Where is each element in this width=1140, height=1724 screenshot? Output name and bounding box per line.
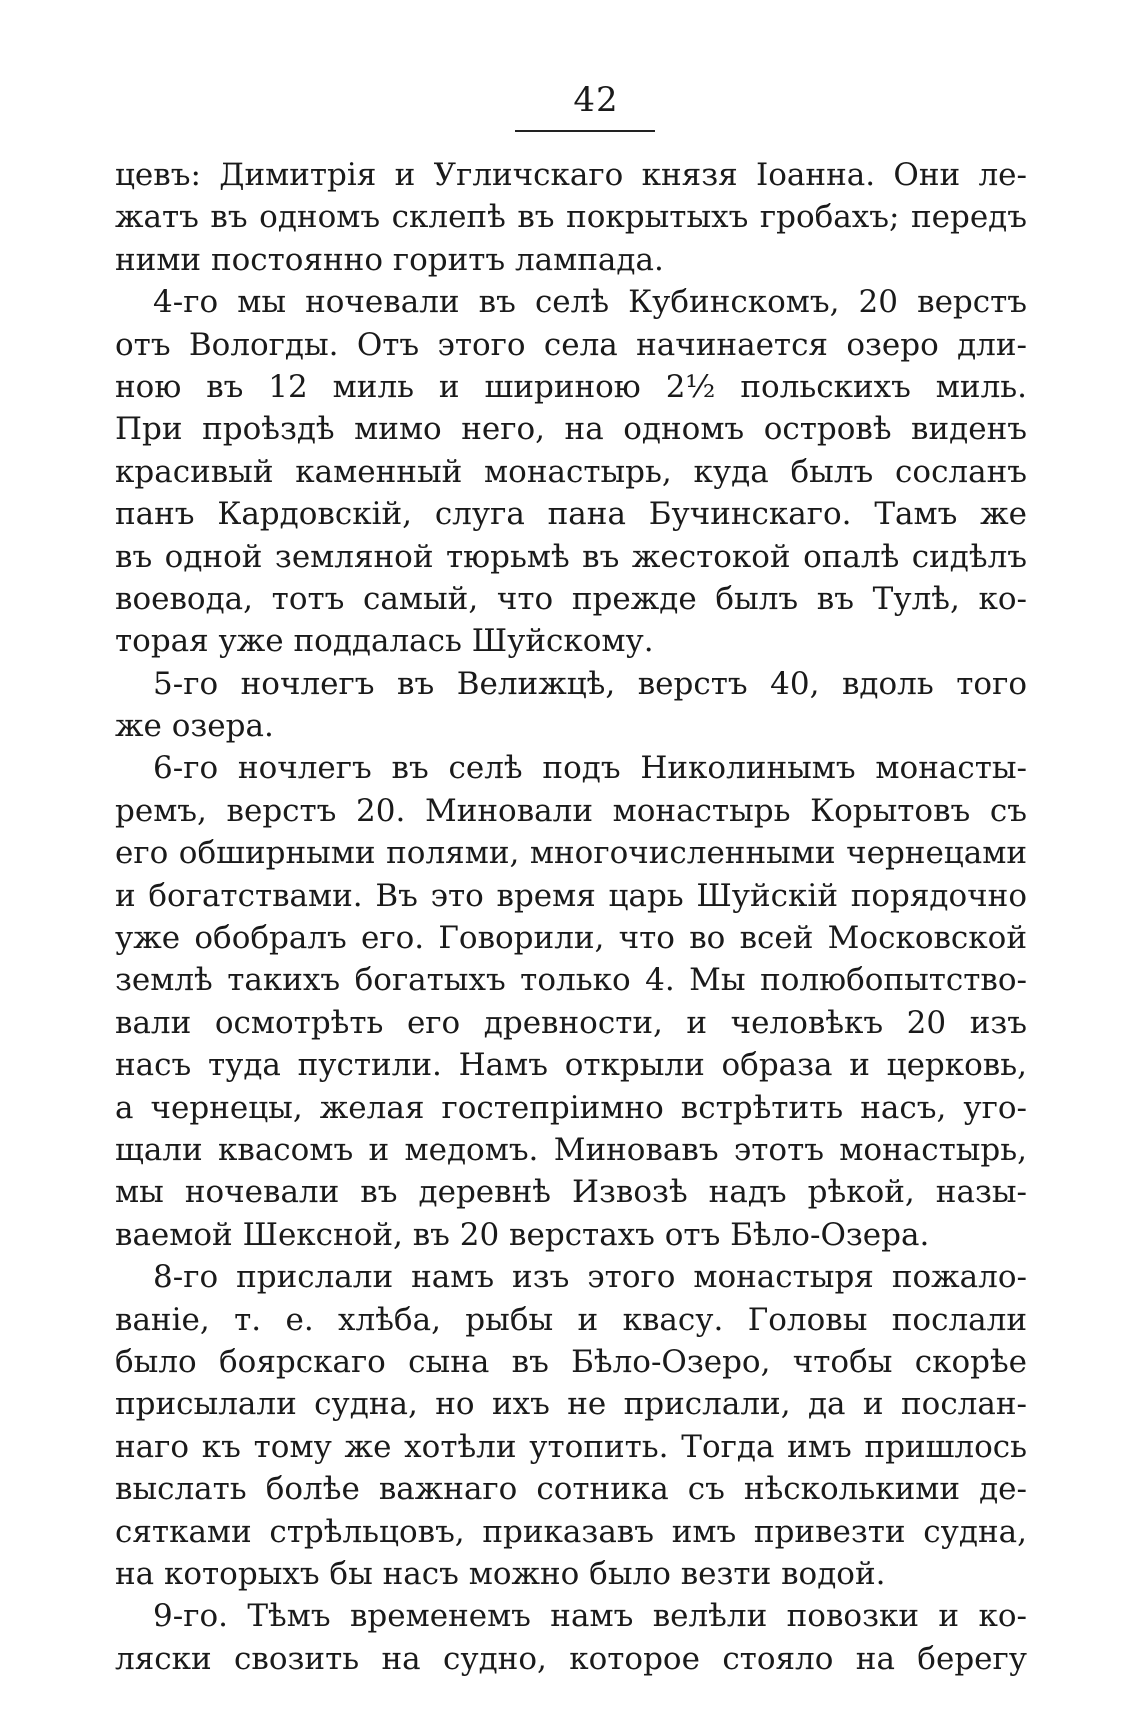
text-line: землѣ такихъ богатыхъ только 4. Мы полюбопытство- (115, 962, 1027, 999)
text-line: а чернецы, желая гостепріимно встрѣтить насъ, уго- (115, 1089, 1027, 1126)
text-line: и богатствами. Въ это время царь Шуйскій порядочно (115, 877, 1027, 914)
text-line: ремъ, верстъ 20. Миновали монастырь Корытовъ съ (115, 792, 1027, 829)
page-number: 42 (573, 80, 619, 120)
text-line: воевода, тотъ самый, что прежде былъ въ Тулѣ, ко- (115, 580, 1027, 617)
text-line: жатъ въ одномъ склепѣ въ покрытыхъ гробахъ; передъ (115, 199, 1027, 236)
header-rule (515, 130, 655, 132)
text-line: на которыхъ бы насъ можно было везти водой. (115, 1555, 886, 1592)
text-line: ваемой Шексной, въ 20 верстахъ отъ Бѣло-Озера. (115, 1216, 930, 1253)
text-line: присылали судна, но ихъ не прислали, да и послан- (115, 1386, 1027, 1423)
text-line: уже обобралъ его. Говорили, что во всей Московской (115, 920, 1027, 957)
text-line: щали квасомъ и медомъ. Миновавъ этотъ монастырь, (115, 1131, 1027, 1168)
text-line: 8-го прислали намъ изъ этого монастыря пожало- (153, 1259, 1027, 1296)
text-line: 5-го ночлегъ въ Велижцѣ, верстъ 40, вдоль того (153, 665, 1027, 702)
text-line: мы ночевали въ деревнѣ Извозѣ надъ рѣкой, назы- (115, 1174, 1027, 1211)
text-line: было боярскаго сына въ Бѣло-Озеро, чтобы скорѣе (115, 1343, 1027, 1380)
text-line: 6-го ночлегъ въ селѣ подъ Николинымъ монасты- (153, 750, 1027, 787)
text-line: цевъ: Димитрія и Угличскаго князя Іоанна. Они ле- (115, 157, 1027, 193)
text-line: При проѣздѣ мимо него, на одномъ островѣ виденъ (115, 411, 1027, 448)
text-line: панъ Кардовскій, слуга пана Бучинскаго. Тамъ же (115, 496, 1027, 533)
text-line: ваніе, т. е. хлѣба, рыбы и квасу. Головы послали (115, 1301, 1027, 1338)
text-line: отъ Вологды. Отъ этого села начинается озеро дли- (115, 326, 1027, 363)
text-line: сятками стрѣльцовъ, приказавъ имъ привезти судна, (115, 1513, 1027, 1550)
text-line: въ одной земляной тюрьмѣ въ жестокой опалѣ сидѣлъ (115, 538, 1027, 575)
text-line: же озера. (115, 708, 274, 745)
text-line: ляски свозить на судно, которое стояло на берегу (115, 1640, 1027, 1677)
text-line: его обширными полями, многочисленными чернецами (115, 835, 1027, 872)
text-line: торая уже поддалась Шуйскому. (115, 623, 654, 660)
text-line: наго къ тому же хотѣли утопить. Тогда имъ пришлось (115, 1428, 1027, 1465)
text-line: выслать болѣе важнаго сотника съ нѣсколькими де- (115, 1471, 1027, 1508)
text-line: ними постоянно горитъ лампада. (115, 241, 664, 278)
text-line: насъ туда пустили. Намъ открыли образа и церковь, (115, 1047, 1027, 1084)
text-line: 9-го. Тѣмъ временемъ намъ велѣли повозки и ко- (153, 1598, 1027, 1635)
body-text (115, 154, 1027, 1680)
text-line: 4-го мы ночевали въ селѣ Кубинскомъ, 20 верстъ (153, 284, 1027, 321)
text-line: красивый каменный монастырь, куда былъ сосланъ (115, 453, 1027, 490)
text-line: вали осмотрѣть его древности, и человѣкъ 20 изъ (115, 1004, 1027, 1041)
text-line: ною въ 12 миль и шириною 2½ польскихъ миль. (115, 368, 1027, 405)
